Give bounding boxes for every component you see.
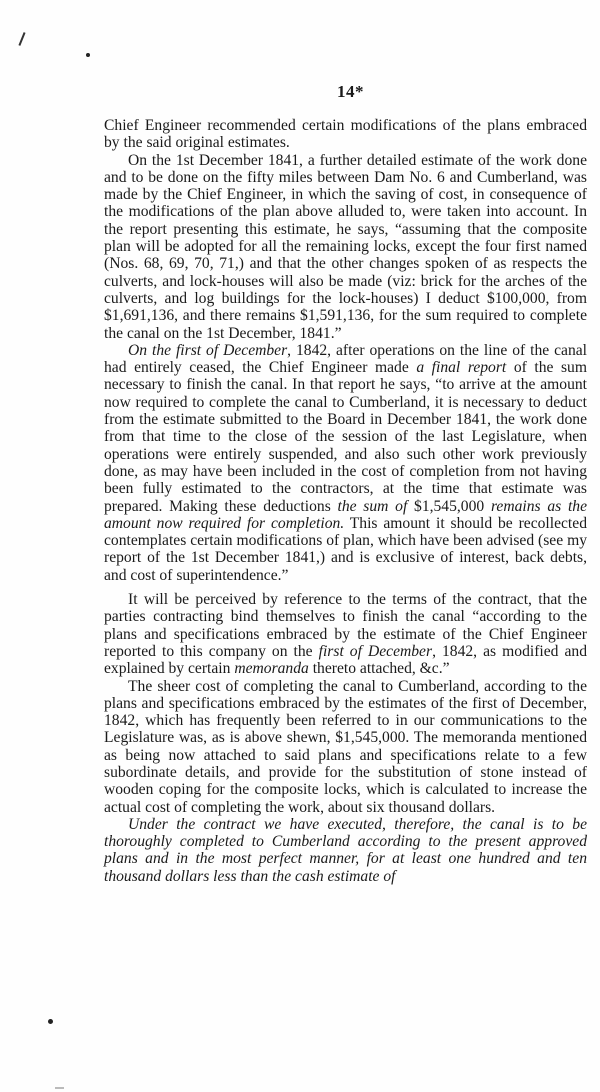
paragraph: [104, 591, 587, 677]
italic-text-segment: a final report: [416, 359, 507, 377]
text-segment: thereto attached, &c.”: [308, 660, 450, 678]
page-number: 14*: [337, 82, 364, 101]
margin-pen-mark: [18, 32, 25, 46]
italic-text-segment: first of December: [318, 642, 433, 660]
text-segment: This amount it should be recollected contemplates certain modifications of plan, which have been advised (see my report of the 1st December 1841,) and is exclusive of interest, back debts, and cost of superintendence.”: [104, 514, 587, 584]
margin-ink-dot: [86, 53, 90, 57]
text-segment: The sheer cost of completing the canal to Cumberland, according to the plans and specifications embraced by the estimates of the first of December, 1842, which has frequently been referred to in our communications to the Legislature was, as is above shewn, $1,545,000. The memoranda mentioned as being now attached to said plans and specifications relate to a few subordinate details, and provide for the substitution of stone instead of wooden coping for the composite locks, which is calculated to increase the actual cost of completing the work, about six thousand dollars.: [104, 677, 587, 816]
italic-text-segment: On the first of December: [128, 341, 288, 359]
margin-scan-mark: [55, 1087, 64, 1089]
italic-text-segment: the sum of: [337, 497, 408, 515]
text-segment: , 1842, after operations on the line of the canal had entirely ceased, the Chief Engineer made: [104, 341, 587, 377]
text-segment: of the sum necessary to finish the canal. In that report he says, “to arrive at the amount now required to complete the canal to Cumberland, it is necessary to deduct from the estimate submitted to the Board in December 1841, the work done from that time to the close of the session of the last Legislature, when operations were entirely suspended, and also such other work previously done, as may have been included in the cost of completion from not having been fully estimated to the contractors, at the time that estimate was prepared. Making these deductions: [104, 359, 587, 515]
text-segment: , 1842, as modified and explained by certain: [104, 642, 587, 678]
text-segment: On the 1st December 1841, a further detailed estimate of the work done and to be done on the fifty miles between Dam No. 6 and Cumberland, was made by the Chief Engineer, in which the saving of cost, in consequence of the modifications of the plan above alluded to, were taken into account. In the report presenting this estimate, he says, “assuming that the composite plan will be adopted for all the remaining locks, except the four first named (Nos. 68, 69, 70, 71,) and that the other changes spoken of as respects the culverts, and lock-houses will also be made (viz: brick for the arches of the culverts, and log buildings for the lock-houses) I deduct $100,000, from $1,691,136, and there remains $1,591,136, for the sum required to complete the canal on the 1st December, 1841.”: [104, 151, 587, 342]
italic-text-segment: memoranda: [234, 660, 309, 678]
paragraph: [104, 816, 587, 885]
italic-text-segment: remains as the amount now required for completion.: [104, 497, 587, 532]
text-segment: It will be perceived by reference to the terms of the contract, that the parties contracting bind themselves to finish the canal “according to the plans and specifications embraced by the estimate of the Chief Engineer reported to this company on the: [104, 591, 587, 660]
italic-text-segment: Under the contract we have executed, therefore, the canal is to be thoroughly completed to Cumberland according to the present approved plans and in the most perfect manner, for at least one hundred and ten thousand dollars less than the cash estimate of: [104, 815, 587, 885]
paragraph: [104, 117, 587, 152]
margin-ink-dot: [48, 1019, 53, 1024]
body-text: [104, 117, 587, 885]
paragraph: [104, 152, 587, 342]
text-segment: $1,545,000: [407, 497, 491, 515]
text-segment: Chief Engineer recommended certain modifications of the plans embraced by the said original estimates.: [104, 117, 587, 152]
paragraph: [104, 342, 587, 584]
paragraph: [104, 678, 587, 816]
